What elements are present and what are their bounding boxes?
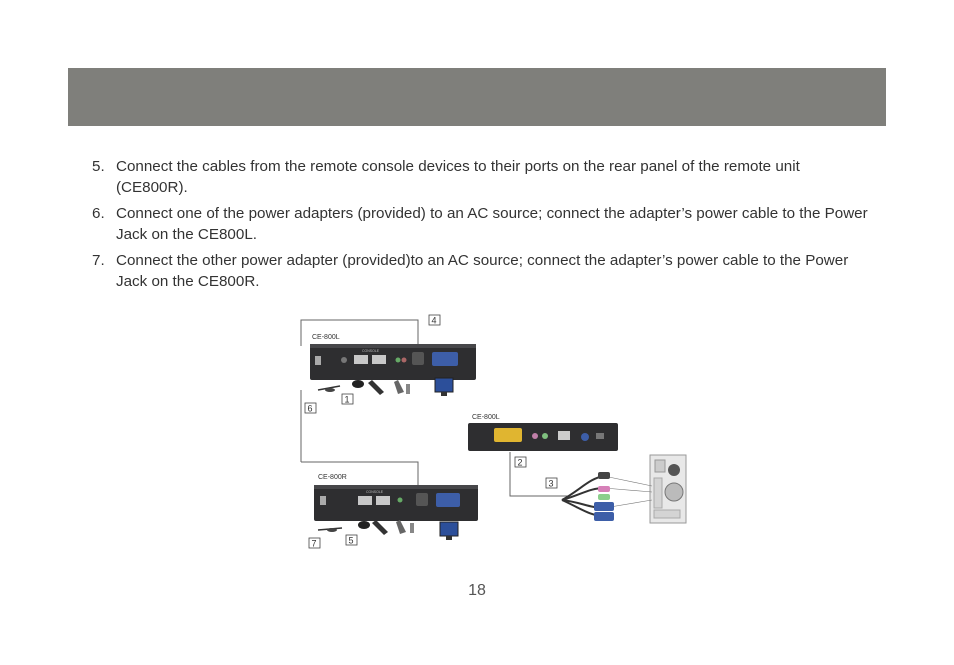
console-devices-top <box>318 378 453 396</box>
svg-text:3: 3 <box>548 478 554 489</box>
callout-1 <box>342 394 353 405</box>
ce800l-right-unit <box>468 414 618 451</box>
unit-label-ce800l-right: CE-800L <box>472 414 500 421</box>
kvm-cable-plugs <box>594 472 614 521</box>
svg-text:1: 1 <box>344 394 350 405</box>
unit-label-ce800l-top: CE-800L <box>312 334 340 341</box>
unit-label-ce800r: CE-800R <box>318 474 347 481</box>
ce800r-bottom-unit <box>314 474 478 521</box>
callout-6 <box>305 403 316 414</box>
ce800l-top-unit <box>310 334 476 380</box>
callout-2 <box>515 457 526 468</box>
svg-text:2: 2 <box>517 457 523 468</box>
callout-3 <box>546 478 557 489</box>
step-number: 5. <box>92 158 105 175</box>
callout-4 <box>429 315 440 326</box>
svg-text:CONSOLE: CONSOLE <box>366 490 384 494</box>
svg-text:4: 4 <box>431 315 437 326</box>
svg-text:CONSOLE: CONSOLE <box>362 349 380 353</box>
step-text: Connect the other power adapter (provided)to an AC source; connect the adapter’s power cable to the Power Jack on the CE800R. <box>116 252 849 290</box>
page-number: 18 <box>468 582 486 599</box>
computer-tower <box>650 455 686 523</box>
step-number: 7. <box>92 252 105 269</box>
console-devices-bottom <box>318 520 458 540</box>
callout-7 <box>309 538 320 549</box>
step-text: Connect the cables from the remote console devices to their ports on the rear panel of the remote unit (CE800R). <box>116 158 800 196</box>
svg-text:6: 6 <box>307 403 313 414</box>
svg-text:7: 7 <box>311 538 317 549</box>
step-text: Connect one of the power adapters (provided) to an AC source; connect the adapter’s power cable to the Power Jack on the CE800L. <box>116 205 868 243</box>
svg-text:5: 5 <box>348 535 354 546</box>
step-number: 6. <box>92 205 105 222</box>
callout-5 <box>346 535 357 546</box>
